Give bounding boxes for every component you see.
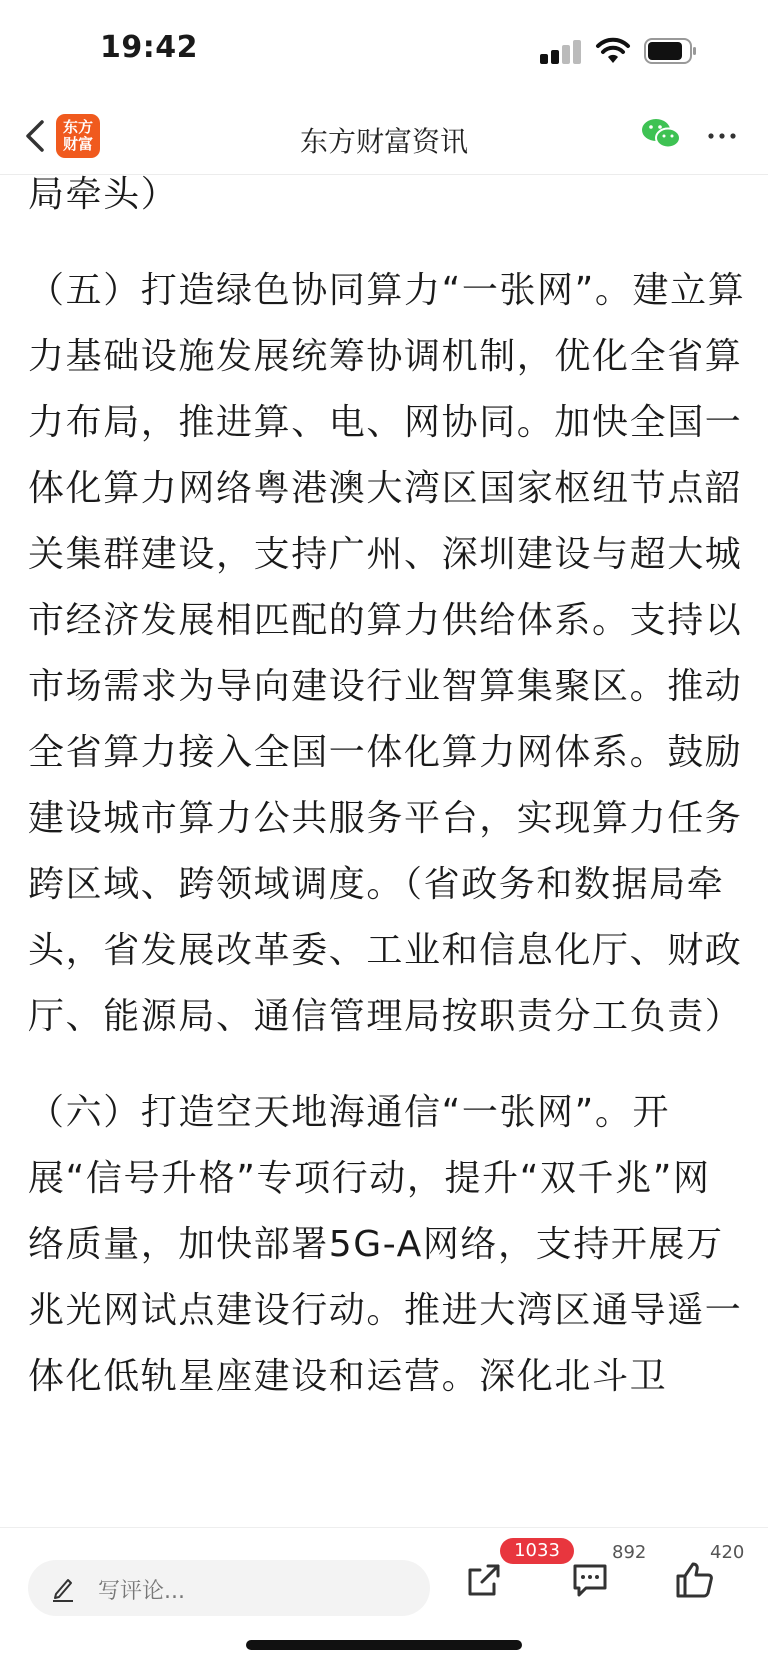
pencil-icon: [50, 1574, 76, 1602]
more-horizontal-icon[interactable]: [704, 118, 740, 154]
app-logo: [56, 114, 100, 158]
article-body: [28, 162, 748, 1527]
logo-line-2: 财富: [62, 135, 93, 153]
thumbs-up-icon[interactable]: [674, 1558, 716, 1602]
battery-icon: [644, 38, 698, 64]
share-count-badge: 1033: [500, 1538, 574, 1564]
comment-count: 892: [612, 1542, 647, 1563]
comment-icon[interactable]: [570, 1558, 610, 1602]
status-time: 19:42: [100, 30, 198, 65]
paragraph-5: （五）打造绿色协同算力“一张网”。建立算力基础设施发展统筹协调机制，优化全省算力布局，推进算、电、网协同。加快全国一体化算力网络粤港澳大湾区国家枢纽节点韶关集群建设，支持广州、深圳建设与超大城市经济发展相匹配的算力供给体系。支持以市场需求为导向建设行业智算集聚区。推动全省算力接入全国一体化算力网体系。鼓励建设城市算力公共服务平台，实现算力任务跨区域、跨领域调度。（省政务和数据局牵头，省发展改革委、工业和信息化厅、财政厅、能源局、通信管理局按职责分工负责）: [28, 270, 746, 1037]
home-indicator[interactable]: [246, 1640, 522, 1650]
comment-input[interactable]: [28, 1560, 430, 1616]
share-icon[interactable]: [464, 1558, 504, 1602]
cellular-signal-icon: [540, 40, 582, 64]
wechat-icon[interactable]: [640, 116, 682, 152]
status-bar: [0, 0, 768, 100]
like-count: 420: [710, 1542, 745, 1563]
comment-placeholder: 写评论...: [98, 1579, 185, 1604]
paragraph-6: （六）打造空天地海通信“一张网”。开展“信号升格”专项行动，提升“双千兆”网络质量，加快部署5G-A网络，支持开展万兆光网试点建设行动。推进大湾区通导遥一体化低轨星座建设和运营。深化北斗卫: [28, 1092, 743, 1397]
paragraph-tail: 局牵头）: [28, 174, 179, 215]
wifi-icon: [595, 36, 631, 66]
logo-line-1: 东方: [62, 118, 93, 136]
page-title: 东方财富资讯: [299, 125, 468, 158]
back-button[interactable]: [20, 114, 56, 158]
